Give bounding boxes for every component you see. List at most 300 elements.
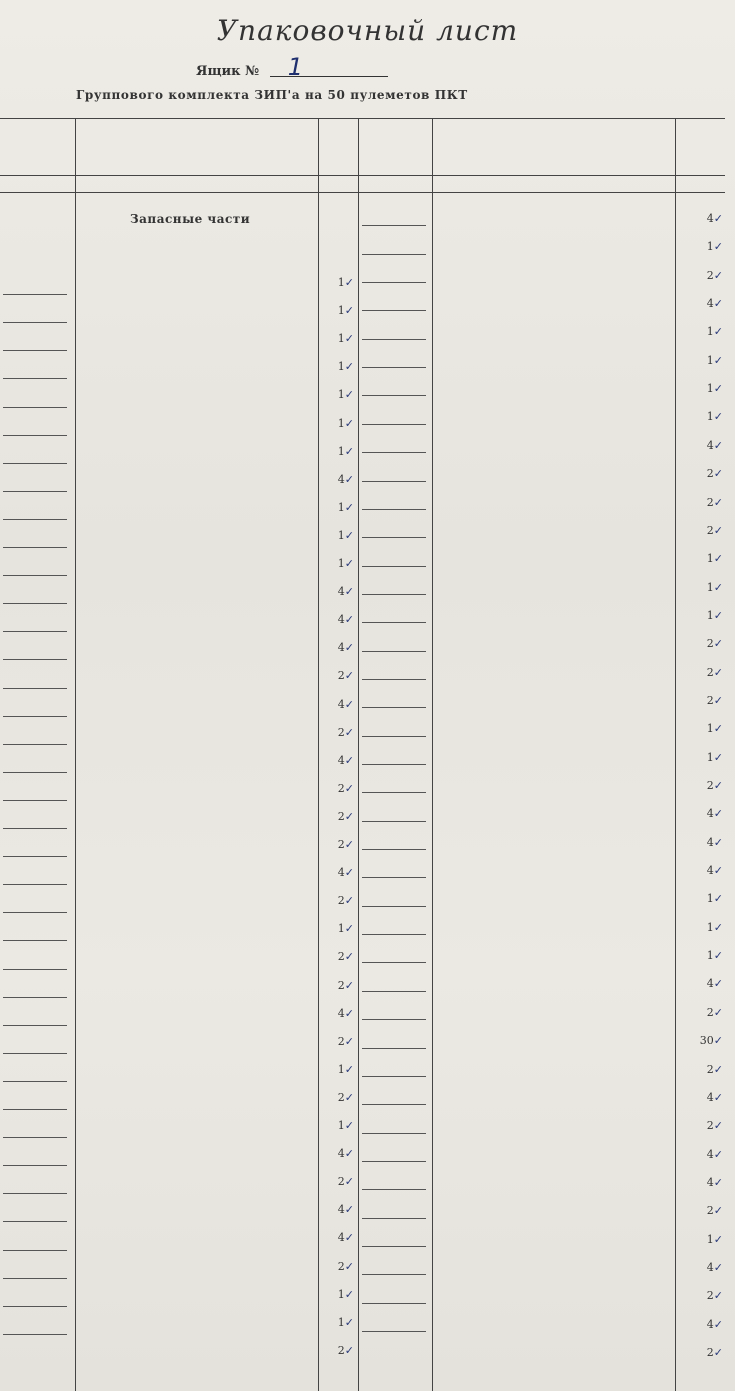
row-separator-right	[362, 1189, 426, 1190]
quantity-value: 1	[337, 416, 345, 430]
quantity-value: 1	[337, 1315, 345, 1329]
quantity-value: 4	[337, 641, 345, 655]
check-mark-icon: ✓	[713, 240, 723, 254]
item-quantity-right	[675, 1176, 723, 1189]
row-separator	[3, 491, 67, 492]
row-separator-right	[362, 622, 426, 623]
quantity-value: 2	[337, 809, 345, 823]
quantity-value: 1	[706, 552, 714, 566]
item-quantity-right	[675, 354, 723, 367]
check-mark-icon: ✓	[713, 297, 723, 311]
row-separator-right	[362, 736, 426, 737]
check-mark-icon: ✓	[713, 1317, 723, 1331]
check-mark-icon: ✓	[713, 750, 723, 764]
check-mark-icon: ✓	[713, 212, 723, 225]
item-quantity	[318, 922, 354, 935]
check-mark-icon: ✓	[713, 608, 723, 622]
item-quantity-right	[675, 1261, 723, 1274]
quantity-value: 1	[706, 892, 714, 906]
check-mark-icon: ✓	[344, 1259, 354, 1273]
quantity-value: 2	[337, 1034, 345, 1048]
check-mark-icon: ✓	[344, 388, 354, 402]
item-quantity	[318, 1175, 354, 1188]
row-separator	[3, 1025, 67, 1026]
document-title: Упаковочный лист	[216, 14, 519, 47]
quantity-value: 30	[699, 1034, 714, 1048]
check-mark-icon: ✓	[713, 1289, 723, 1303]
quantity-value: 2	[337, 894, 345, 908]
check-mark-icon: ✓	[713, 892, 723, 906]
check-mark-icon: ✓	[713, 1175, 723, 1189]
column-border	[358, 118, 359, 1391]
row-separator	[3, 1306, 67, 1307]
quantity-value: 2	[337, 781, 345, 795]
item-quantity	[318, 613, 354, 626]
quantity-value: 2	[337, 838, 345, 851]
item-quantity-right	[675, 581, 723, 594]
quantity-value: 2	[706, 637, 714, 651]
check-mark-icon: ✓	[344, 1147, 354, 1161]
item-quantity-right	[675, 949, 723, 962]
check-mark-icon: ✓	[344, 500, 354, 514]
item-quantity	[318, 669, 354, 682]
check-mark-icon: ✓	[344, 753, 354, 767]
row-separator	[3, 1334, 67, 1335]
item-quantity-right	[675, 297, 723, 310]
item-quantity	[318, 979, 354, 992]
row-separator-right	[362, 481, 426, 482]
row-separator-right	[362, 452, 426, 453]
check-mark-icon: ✓	[344, 1231, 354, 1245]
check-mark-icon: ✓	[344, 332, 354, 346]
row-separator-right	[362, 821, 426, 822]
item-quantity-right	[675, 439, 723, 452]
item-quantity-right	[675, 269, 723, 282]
row-separator	[3, 631, 67, 632]
check-mark-icon: ✓	[344, 809, 354, 823]
item-quantity-right	[675, 1204, 723, 1217]
check-mark-icon: ✓	[344, 641, 354, 655]
check-mark-icon: ✓	[344, 1119, 354, 1132]
item-quantity	[318, 866, 354, 879]
row-separator-right	[362, 1331, 426, 1332]
check-mark-icon: ✓	[713, 580, 723, 594]
check-mark-icon: ✓	[344, 613, 354, 627]
row-separator-right	[362, 566, 426, 567]
item-quantity-right	[675, 1091, 723, 1104]
check-mark-icon: ✓	[344, 276, 354, 289]
item-quantity-right	[675, 240, 723, 253]
document-subtitle: Группового комплекта ЗИП'а на 50 пулеметов ПКТ	[76, 88, 468, 102]
check-mark-icon: ✓	[344, 866, 354, 880]
item-quantity	[318, 810, 354, 823]
quantity-value: 4	[706, 864, 714, 878]
item-quantity	[318, 726, 354, 739]
quantity-value: 2	[706, 665, 714, 679]
row-separator	[3, 997, 67, 998]
quantity-value: 4	[337, 1231, 345, 1245]
item-quantity-right	[675, 977, 723, 990]
quantity-value: 4	[706, 1260, 714, 1274]
column-border	[432, 118, 433, 1391]
row-separator-right	[362, 537, 426, 538]
row-separator-right	[362, 934, 426, 935]
item-quantity-right	[675, 1346, 723, 1359]
row-separator	[3, 744, 67, 745]
check-mark-icon: ✓	[344, 781, 354, 795]
check-mark-icon: ✓	[713, 325, 723, 339]
quantity-value: 2	[337, 725, 345, 739]
item-quantity	[318, 276, 354, 289]
check-mark-icon: ✓	[344, 978, 354, 992]
quantity-value: 2	[706, 523, 714, 537]
item-quantity-right	[675, 666, 723, 679]
item-quantity-right	[675, 1148, 723, 1161]
quantity-value: 4	[337, 1147, 345, 1161]
check-mark-icon: ✓	[713, 495, 723, 509]
quantity-value: 2	[337, 1090, 345, 1104]
item-quantity	[318, 950, 354, 963]
check-mark-icon: ✓	[344, 1175, 354, 1189]
check-mark-icon: ✓	[713, 864, 723, 878]
quantity-value: 1	[706, 353, 714, 367]
check-mark-icon: ✓	[344, 585, 354, 599]
row-separator-right	[362, 594, 426, 595]
check-mark-icon: ✓	[344, 1287, 354, 1301]
check-mark-icon: ✓	[713, 1090, 723, 1104]
row-separator-right	[362, 991, 426, 992]
quantity-value: 1	[706, 608, 714, 622]
check-mark-icon: ✓	[344, 360, 354, 374]
quantity-value: 4	[337, 1006, 345, 1020]
quantity-value: 1	[706, 410, 714, 424]
item-quantity-right	[675, 722, 723, 735]
check-mark-icon: ✓	[713, 1204, 723, 1218]
quantity-value: 1	[337, 1287, 345, 1301]
column-border	[75, 118, 76, 1391]
item-quantity-right	[675, 325, 723, 338]
row-separator-right	[362, 877, 426, 878]
check-mark-icon: ✓	[713, 722, 723, 736]
check-mark-icon: ✓	[344, 950, 354, 964]
quantity-value: 1	[706, 580, 714, 594]
row-separator	[3, 716, 67, 717]
quantity-value: 2	[706, 1119, 714, 1133]
item-quantity	[318, 1344, 354, 1357]
row-separator	[3, 519, 67, 520]
check-mark-icon: ✓	[713, 382, 723, 396]
check-mark-icon: ✓	[713, 268, 723, 282]
check-mark-icon: ✓	[713, 467, 723, 481]
quantity-value: 4	[706, 1175, 714, 1189]
check-mark-icon: ✓	[713, 1062, 723, 1076]
item-quantity	[318, 1091, 354, 1104]
check-mark-icon: ✓	[713, 1005, 723, 1019]
header-bottom-border	[0, 175, 725, 176]
quantity-value: 2	[337, 950, 345, 964]
item-quantity	[318, 473, 354, 486]
check-mark-icon: ✓	[713, 1034, 723, 1048]
quantity-value: 4	[706, 438, 714, 452]
quantity-value: 1	[337, 557, 345, 570]
row-separator	[3, 659, 67, 660]
row-separator	[3, 350, 67, 351]
check-mark-icon: ✓	[344, 444, 354, 458]
check-mark-icon: ✓	[344, 1203, 354, 1217]
quantity-value: 1	[706, 722, 714, 736]
quantity-value: 1	[706, 750, 714, 764]
row-separator-right	[362, 367, 426, 368]
quantity-value: 1	[706, 382, 714, 396]
item-quantity-right	[675, 552, 723, 565]
item-quantity	[318, 1231, 354, 1244]
quantity-value: 4	[337, 613, 345, 627]
item-quantity	[318, 388, 354, 401]
quantity-value: 1	[706, 325, 714, 339]
item-quantity-right	[675, 410, 723, 423]
row-separator-right	[362, 254, 426, 255]
item-quantity-right	[675, 609, 723, 622]
item-quantity-right	[675, 524, 723, 537]
item-quantity-right	[675, 1318, 723, 1331]
item-quantity-right	[675, 807, 723, 820]
check-mark-icon: ✓	[713, 807, 723, 821]
check-mark-icon: ✓	[344, 1062, 354, 1076]
quantity-value: 2	[706, 1346, 714, 1359]
row-separator	[3, 969, 67, 970]
row-separator-right	[362, 1076, 426, 1077]
check-mark-icon: ✓	[344, 697, 354, 711]
quantity-value: 2	[706, 268, 714, 282]
quantity-value: 1	[337, 276, 345, 289]
row-separator-right	[362, 395, 426, 396]
item-quantity-right	[675, 892, 723, 905]
check-mark-icon: ✓	[344, 838, 354, 851]
check-mark-icon: ✓	[713, 693, 723, 707]
item-quantity-right	[675, 921, 723, 934]
row-separator	[3, 1081, 67, 1082]
item-quantity	[318, 1063, 354, 1076]
row-separator	[3, 800, 67, 801]
item-quantity	[318, 417, 354, 430]
quantity-value: 2	[337, 669, 345, 683]
row-separator	[3, 603, 67, 604]
quantity-value: 4	[706, 1090, 714, 1104]
section-title: Запасные части	[130, 212, 251, 226]
quantity-value: 4	[337, 866, 345, 880]
item-quantity	[318, 1007, 354, 1020]
item-quantity	[318, 1203, 354, 1216]
row-separator	[3, 407, 67, 408]
row-separator	[3, 772, 67, 773]
row-separator	[3, 575, 67, 576]
row-separator	[3, 1137, 67, 1138]
item-quantity	[318, 1147, 354, 1160]
row-separator-right	[362, 1019, 426, 1020]
check-mark-icon: ✓	[713, 410, 723, 424]
quantity-value: 4	[337, 1203, 345, 1217]
quantity-value: 1	[337, 1062, 345, 1076]
quantity-value: 2	[337, 1175, 345, 1189]
quantity-value: 1	[337, 528, 345, 542]
check-mark-icon: ✓	[713, 779, 723, 792]
quantity-value: 4	[706, 807, 714, 821]
row-separator	[3, 688, 67, 689]
row-separator-right	[362, 424, 426, 425]
row-separator-right	[362, 1218, 426, 1219]
quantity-value: 1	[337, 1119, 345, 1132]
row-separator-right	[362, 906, 426, 907]
quantity-value: 1	[706, 949, 714, 963]
check-mark-icon: ✓	[713, 835, 723, 849]
row-separator-right	[362, 509, 426, 510]
row-separator	[3, 1165, 67, 1166]
check-mark-icon: ✓	[713, 977, 723, 991]
check-mark-icon: ✓	[713, 1119, 723, 1133]
row-separator	[3, 856, 67, 857]
row-separator	[3, 1221, 67, 1222]
check-mark-icon: ✓	[713, 438, 723, 452]
row-separator-right	[362, 707, 426, 708]
check-mark-icon: ✓	[344, 557, 354, 570]
quantity-value: 2	[706, 779, 714, 792]
item-quantity	[318, 1035, 354, 1048]
item-quantity	[318, 585, 354, 598]
row-separator-right	[362, 679, 426, 680]
check-mark-icon: ✓	[344, 1090, 354, 1104]
row-separator	[3, 1109, 67, 1110]
check-mark-icon: ✓	[344, 725, 354, 739]
quantity-value: 4	[706, 1317, 714, 1331]
item-quantity-right	[675, 864, 723, 877]
quantity-value: 4	[706, 977, 714, 991]
item-quantity	[318, 641, 354, 654]
item-quantity	[318, 698, 354, 711]
check-mark-icon: ✓	[713, 665, 723, 679]
item-quantity	[318, 838, 354, 851]
row-separator-right	[362, 1246, 426, 1247]
item-quantity	[318, 1316, 354, 1329]
check-mark-icon: ✓	[344, 1315, 354, 1329]
quantity-value: 2	[706, 1204, 714, 1218]
quantity-value: 1	[337, 360, 345, 374]
check-mark-icon: ✓	[344, 1006, 354, 1020]
row-separator	[3, 547, 67, 548]
quantity-value: 4	[337, 585, 345, 599]
quantity-value: 4	[706, 835, 714, 849]
quantity-value: 4	[337, 472, 345, 486]
box-number-line	[196, 53, 388, 81]
item-quantity-right	[675, 779, 723, 792]
column-number-border	[0, 192, 725, 193]
row-separator-right	[362, 1161, 426, 1162]
item-quantity-right	[675, 694, 723, 707]
quantity-value: 1	[706, 1232, 714, 1246]
row-separator	[3, 1278, 67, 1279]
quantity-value: 4	[706, 297, 714, 311]
row-separator	[3, 378, 67, 379]
row-separator-right	[362, 792, 426, 793]
check-mark-icon: ✓	[713, 949, 723, 963]
quantity-value: 1	[706, 240, 714, 254]
row-separator	[3, 884, 67, 885]
quantity-value: 2	[706, 1062, 714, 1076]
item-quantity-right	[675, 1119, 723, 1132]
item-quantity-right	[675, 1233, 723, 1246]
item-quantity-right	[675, 467, 723, 480]
item-quantity	[318, 501, 354, 514]
quantity-value: 2	[337, 1343, 345, 1357]
item-quantity	[318, 1288, 354, 1301]
check-mark-icon: ✓	[713, 1232, 723, 1246]
row-separator	[3, 828, 67, 829]
item-quantity-right	[675, 382, 723, 395]
row-separator	[3, 912, 67, 913]
item-quantity	[318, 1260, 354, 1273]
check-mark-icon: ✓	[344, 922, 354, 936]
row-separator	[3, 1193, 67, 1194]
row-separator-right	[362, 962, 426, 963]
quantity-value: 1	[337, 444, 345, 458]
quantity-value: 4	[706, 212, 714, 225]
row-separator-right	[362, 1048, 426, 1049]
quantity-value: 1	[706, 920, 714, 934]
item-quantity-right	[675, 1063, 723, 1076]
item-quantity	[318, 304, 354, 317]
row-separator-right	[362, 1274, 426, 1275]
row-separator-right	[362, 764, 426, 765]
item-quantity	[318, 529, 354, 542]
quantity-value: 2	[337, 1259, 345, 1273]
row-separator	[3, 294, 67, 295]
check-mark-icon: ✓	[344, 472, 354, 486]
item-quantity	[318, 894, 354, 907]
table-top-border	[0, 118, 725, 119]
row-separator-right	[362, 849, 426, 850]
item-quantity	[318, 332, 354, 345]
row-separator-right	[362, 651, 426, 652]
quantity-value: 4	[706, 1147, 714, 1161]
quantity-value: 1	[337, 922, 345, 936]
check-mark-icon: ✓	[713, 523, 723, 537]
item-quantity-right	[675, 1006, 723, 1019]
check-mark-icon: ✓	[344, 1343, 354, 1357]
check-mark-icon: ✓	[344, 1034, 354, 1048]
row-separator-right	[362, 1104, 426, 1105]
row-separator	[3, 940, 67, 941]
quantity-value: 1	[337, 388, 345, 402]
row-separator	[3, 322, 67, 323]
check-mark-icon: ✓	[344, 416, 354, 430]
quantity-value: 2	[337, 978, 345, 992]
item-quantity-right	[675, 496, 723, 509]
row-separator-right	[362, 1303, 426, 1304]
check-mark-icon: ✓	[344, 894, 354, 908]
quantity-value: 1	[337, 500, 345, 514]
item-quantity-right	[675, 751, 723, 764]
row-separator	[3, 1053, 67, 1054]
quantity-value: 2	[706, 1005, 714, 1019]
item-quantity-right	[675, 1034, 723, 1047]
quantity-value: 4	[337, 753, 345, 767]
check-mark-icon: ✓	[713, 637, 723, 651]
box-label: Ящик №	[196, 64, 260, 79]
quantity-value: 2	[706, 1289, 714, 1303]
row-separator	[3, 435, 67, 436]
quantity-value: 1	[337, 332, 345, 346]
quantity-value: 2	[706, 467, 714, 481]
check-mark-icon: ✓	[713, 1346, 723, 1359]
